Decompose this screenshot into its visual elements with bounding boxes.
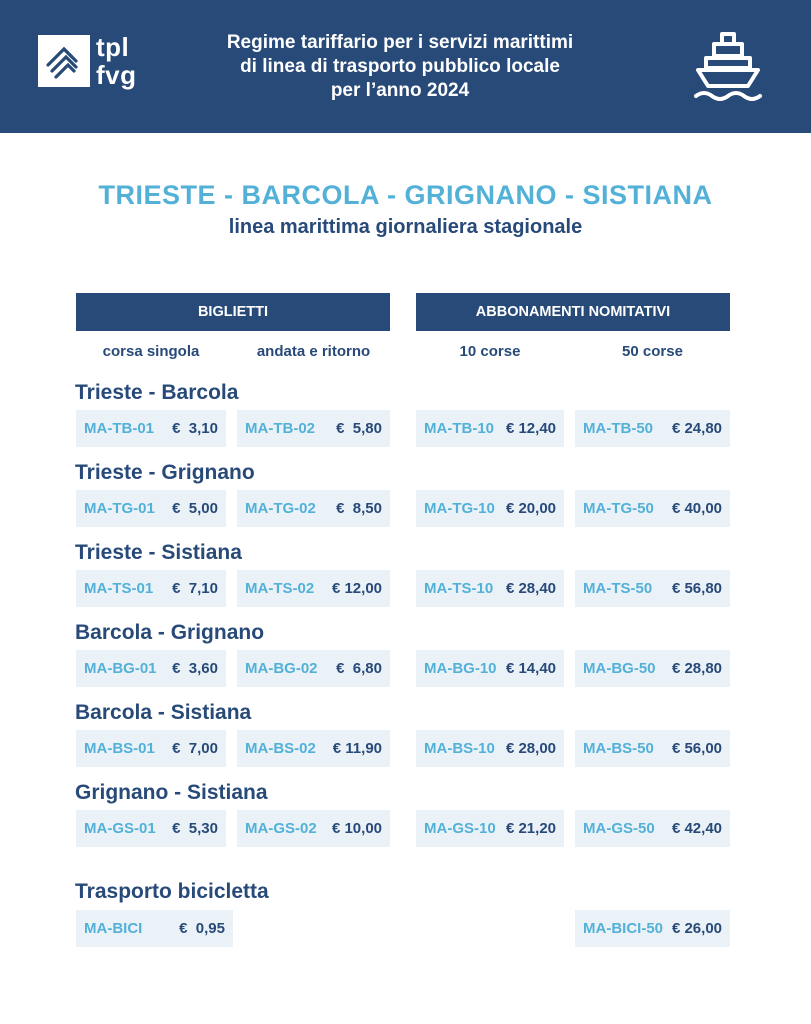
fare-price: € 3,60 bbox=[172, 660, 218, 677]
group-header-abbonamenti: ABBONAMENTI NOMITATIVI bbox=[416, 293, 730, 331]
fare-cell bbox=[237, 490, 390, 527]
fare-code: MA-GS-01 bbox=[84, 820, 156, 837]
fare-cell bbox=[416, 650, 564, 687]
route-name: Grignano - Sistiana bbox=[75, 781, 268, 804]
fare-code: MA-TS-02 bbox=[245, 580, 315, 597]
fare-price: € 40,00 bbox=[671, 500, 722, 517]
fare-code: MA-BICI-50 bbox=[583, 920, 664, 937]
fare-code: MA-TS-10 bbox=[424, 580, 494, 597]
fare-price: € 5,80 bbox=[336, 420, 382, 437]
fare-cell bbox=[416, 410, 564, 447]
fare-code: MA-TS-50 bbox=[583, 580, 653, 597]
column-header-10-corse: 10 corse bbox=[459, 343, 521, 360]
header-title-line-3: per l’anno 2024 bbox=[330, 80, 470, 101]
fare-price: € 7,10 bbox=[172, 580, 218, 597]
fare-price: € 12,40 bbox=[505, 420, 556, 437]
fare-code: MA-TG-02 bbox=[245, 500, 316, 517]
fare-price: € 5,00 bbox=[172, 500, 218, 517]
fare-code: MA-BG-50 bbox=[583, 660, 656, 677]
route-name: Trieste - Grignano bbox=[75, 461, 255, 484]
fare-cell bbox=[416, 490, 564, 527]
page-title: TRIESTE - BARCOLA - GRIGNANO - SISTIANA bbox=[98, 180, 713, 210]
fare-code: MA-BG-10 bbox=[424, 660, 497, 677]
fare-cell bbox=[76, 650, 226, 687]
fare-cell bbox=[76, 490, 226, 527]
fare-cell bbox=[76, 570, 226, 607]
fare-code: MA-GS-50 bbox=[583, 820, 655, 837]
fare-code: MA-GS-02 bbox=[245, 820, 317, 837]
fare-code: MA-BS-10 bbox=[424, 740, 495, 757]
fare-cell bbox=[76, 810, 226, 847]
column-header-corsa-singola: corsa singola bbox=[102, 343, 200, 360]
fare-cell-bike-season bbox=[575, 910, 730, 947]
fare-cell bbox=[237, 810, 390, 847]
fare-code: MA-TB-50 bbox=[583, 420, 653, 437]
fare-price: € 28,40 bbox=[505, 580, 556, 597]
fare-price: € 7,00 bbox=[172, 740, 218, 757]
route-name: Barcola - Grignano bbox=[75, 621, 265, 644]
fare-code: MA-BS-02 bbox=[245, 740, 316, 757]
fare-price: € 0,95 bbox=[179, 920, 225, 937]
header-title-line-2: di linea di trasporto pubblico locale bbox=[240, 56, 560, 77]
header-title bbox=[180, 31, 620, 103]
fare-price: € 8,50 bbox=[336, 500, 382, 517]
fare-cell bbox=[76, 410, 226, 447]
fare-price: € 26,00 bbox=[671, 920, 722, 937]
fare-price: € 56,00 bbox=[671, 740, 722, 757]
fare-cell bbox=[416, 730, 564, 767]
fare-code: MA-TG-10 bbox=[424, 500, 495, 517]
page-subtitle: linea marittima giornaliera stagionale bbox=[228, 216, 583, 238]
fare-price: € 28,80 bbox=[671, 660, 722, 677]
fare-code: MA-BG-01 bbox=[84, 660, 157, 677]
fare-cell bbox=[575, 490, 730, 527]
fare-cell bbox=[575, 730, 730, 767]
fare-code: MA-TB-02 bbox=[245, 420, 315, 437]
fare-price: € 12,00 bbox=[331, 580, 382, 597]
route-name-bicycle: Trasporto bicicletta bbox=[75, 880, 269, 903]
fare-code: MA-TB-01 bbox=[84, 420, 154, 437]
ship-icon bbox=[692, 30, 764, 104]
fare-cell bbox=[237, 650, 390, 687]
fare-cell bbox=[575, 810, 730, 847]
column-header-50-corse: 50 corse bbox=[622, 343, 683, 360]
fare-price: € 28,00 bbox=[505, 740, 556, 757]
fare-cell bbox=[237, 410, 390, 447]
tpl-fvg-logo-icon bbox=[38, 35, 90, 87]
column-header-andata-ritorno: andata e ritorno bbox=[256, 343, 371, 360]
fare-price: € 21,20 bbox=[505, 820, 556, 837]
fare-cell bbox=[416, 570, 564, 607]
fare-price: € 20,00 bbox=[505, 500, 556, 517]
route-name: Trieste - Barcola bbox=[75, 381, 239, 404]
fare-price: € 5,30 bbox=[172, 820, 218, 837]
logo-text bbox=[96, 33, 137, 89]
tpl-fvg-logo bbox=[38, 32, 148, 95]
route-name: Trieste - Sistiana bbox=[75, 541, 242, 564]
fare-cell bbox=[575, 650, 730, 687]
header-title-line-1: Regime tariffario per i servizi marittimi bbox=[226, 32, 574, 53]
fare-cell bbox=[575, 410, 730, 447]
route-name: Barcola - Sistiana bbox=[75, 701, 252, 724]
fare-code: MA-GS-10 bbox=[424, 820, 496, 837]
fare-cell bbox=[575, 570, 730, 607]
fare-cell-bike-single bbox=[76, 910, 233, 947]
fare-price: € 24,80 bbox=[671, 420, 722, 437]
fare-code: MA-TG-50 bbox=[583, 500, 654, 517]
fare-cell bbox=[416, 810, 564, 847]
logo-text-fvg: fvg bbox=[96, 60, 137, 90]
fare-code: MA-TG-01 bbox=[84, 500, 155, 517]
fare-cell bbox=[76, 730, 226, 767]
fare-code: MA-BG-02 bbox=[245, 660, 318, 677]
fare-price: € 6,80 bbox=[336, 660, 382, 677]
group-header-biglietti: BIGLIETTI bbox=[76, 293, 390, 331]
fare-price: € 14,40 bbox=[505, 660, 556, 677]
header-banner bbox=[0, 0, 811, 133]
fare-price: € 3,10 bbox=[172, 420, 218, 437]
fare-price: € 11,90 bbox=[332, 740, 382, 757]
fare-price: € 42,40 bbox=[671, 820, 722, 837]
fare-code: MA-BS-01 bbox=[84, 740, 155, 757]
fare-cell bbox=[237, 730, 390, 767]
fare-code: MA-BS-50 bbox=[583, 740, 654, 757]
fare-code: MA-TS-01 bbox=[84, 580, 154, 597]
fare-price: € 56,80 bbox=[671, 580, 722, 597]
fare-price: € 10,00 bbox=[331, 820, 382, 837]
fare-code: MA-TB-10 bbox=[424, 420, 494, 437]
logo-text-tpl: tpl bbox=[96, 32, 130, 62]
fare-code: MA-BICI bbox=[84, 920, 143, 937]
fare-cell bbox=[237, 570, 390, 607]
